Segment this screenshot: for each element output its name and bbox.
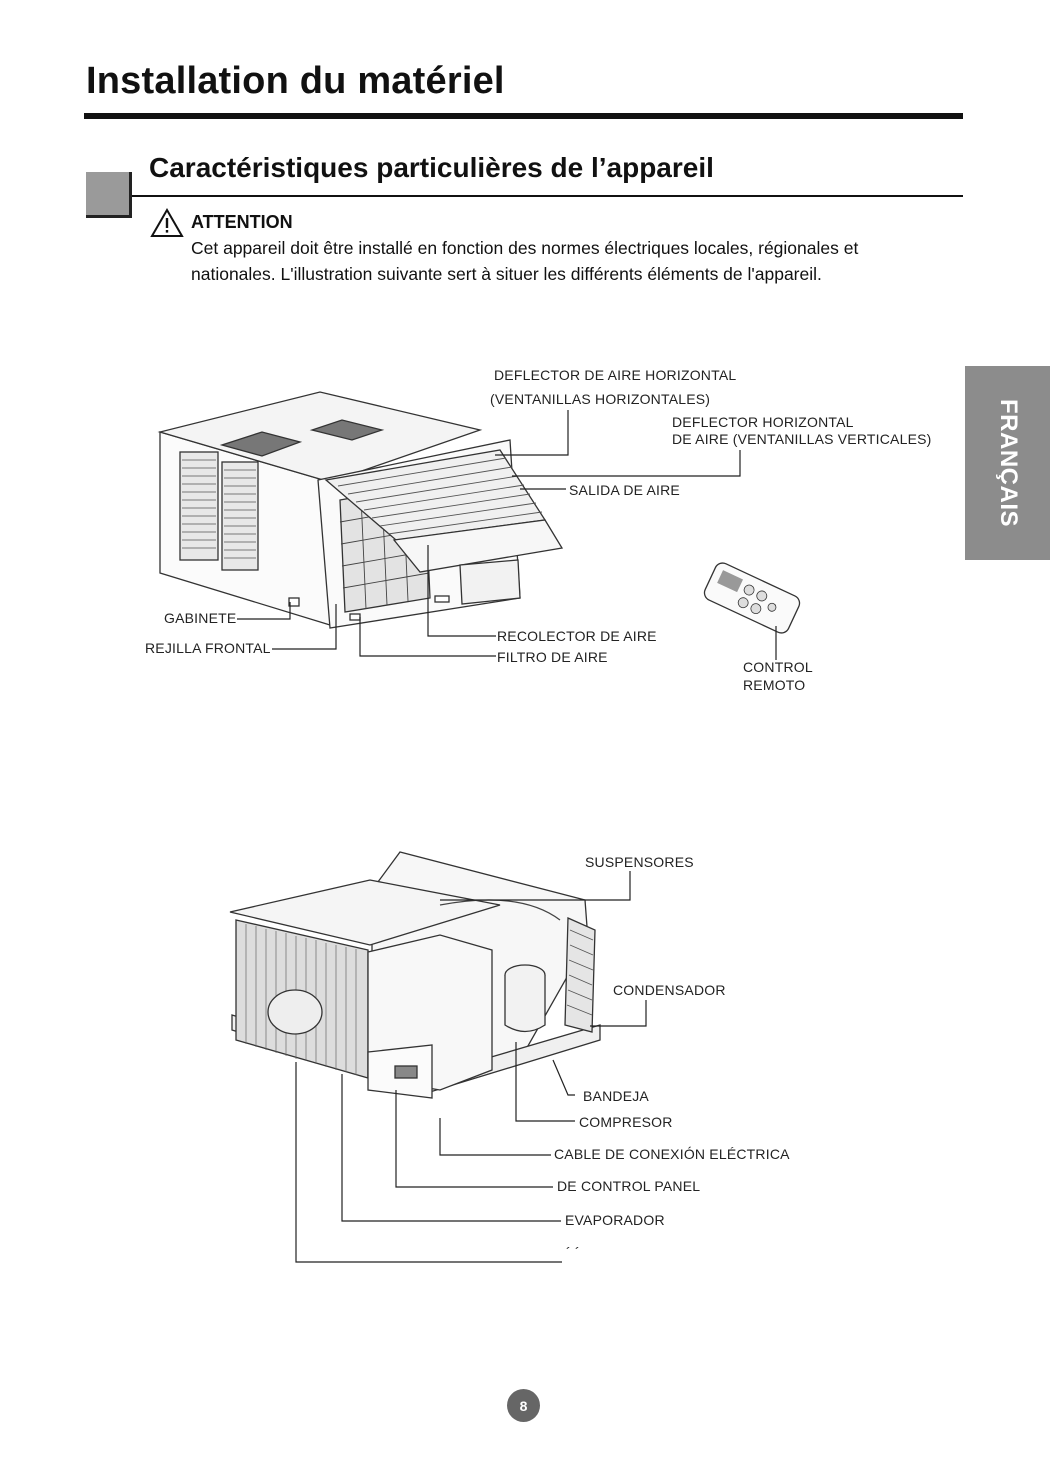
label-front-grille: REJILLA FRONTAL: [145, 640, 271, 656]
attention-text: Cet appareil doit être installé en fonction des normes électriques locales, régionales et nationales. L'illustration suivante sert à situer les différents éléments de l'appareil.: [191, 238, 859, 284]
label-evaporator: EVAPORADOR: [565, 1212, 665, 1228]
label-power-cable: CABLE DE CONEXIÓN ELÉCTRICA: [554, 1146, 790, 1162]
label-deflector-horizontal-2: (VENTANILLAS HORIZONTALES): [490, 391, 711, 407]
page-number: 8: [507, 1389, 540, 1422]
label-compressor: COMPRESOR: [579, 1114, 673, 1130]
label-condenser: CONDENSADOR: [613, 982, 726, 998]
label-air-collector: RECOLECTOR DE AIRE: [497, 628, 657, 644]
label-air-outlet: SALIDA DE AIRE: [569, 482, 680, 498]
section-title: Caractéristiques particulières de l’appareil: [149, 152, 714, 183]
label-remote-1: CONTROL: [743, 659, 813, 675]
label-control-panel: DE CONTROL PANEL: [557, 1178, 701, 1194]
language-tab-label: FRANÇAIS: [994, 399, 1022, 527]
label-unreadable: ´ ´: [566, 1244, 580, 1260]
label-tray: BANDEJA: [583, 1088, 649, 1104]
label-deflector-vertical-1: DEFLECTOR HORIZONTAL: [672, 414, 854, 430]
label-cabinet: GABINETE: [164, 610, 237, 626]
attention-label: ATTENTION: [191, 212, 293, 232]
label-deflector-vertical-2: DE AIRE (VENTANILLAS VERTICALES): [672, 431, 932, 447]
page-title: Installation du matériel: [86, 60, 505, 102]
label-air-filter: FILTRO DE AIRE: [497, 649, 608, 665]
label-remote-2: REMOTO: [743, 677, 806, 693]
label-suspensions: SUSPENSORES: [585, 854, 694, 870]
label-deflector-horizontal-1: DEFLECTOR DE AIRE HORIZONTAL: [494, 367, 737, 383]
